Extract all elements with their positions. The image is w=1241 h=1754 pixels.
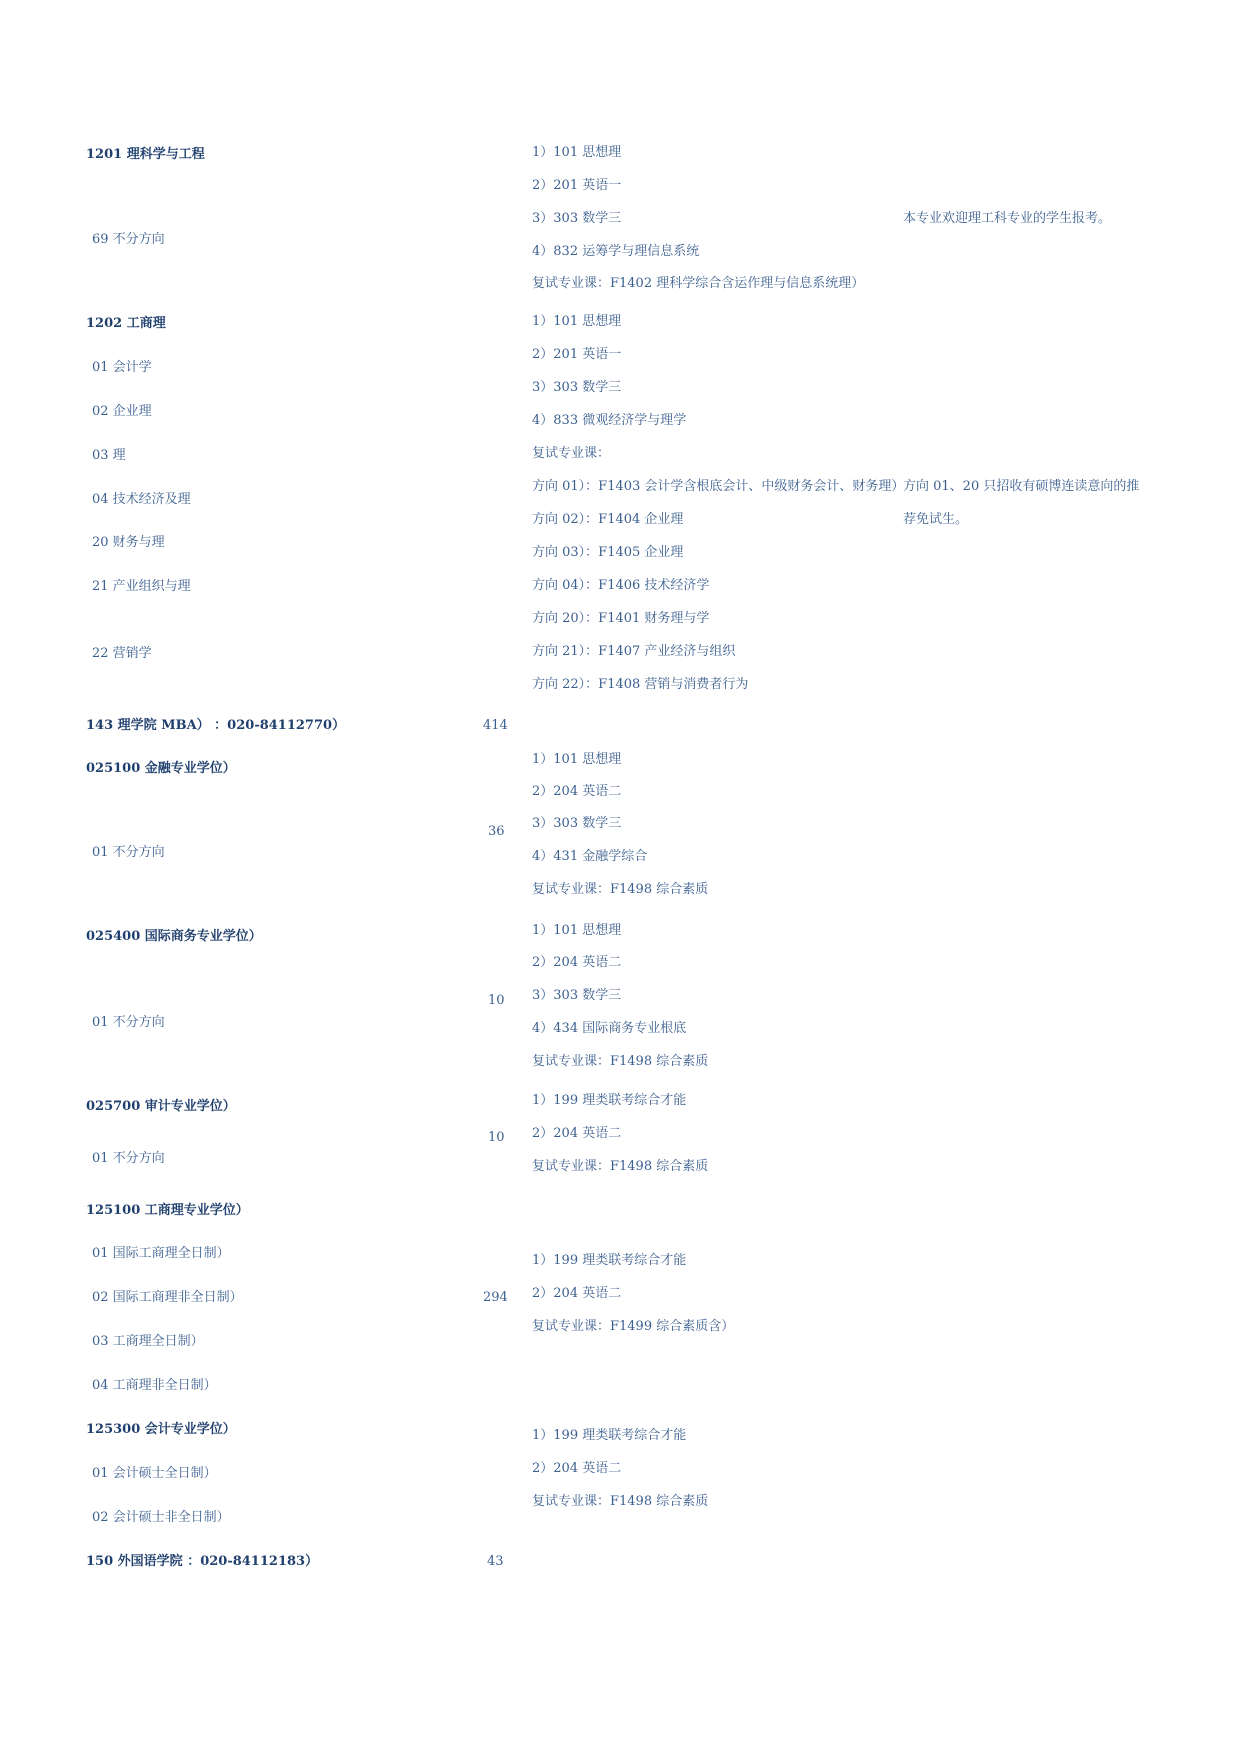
exam-subject: 2）201 英语一 xyxy=(532,347,622,362)
remark-note: 方向 01、20 只招收有硕博连读意向的推 xyxy=(903,479,1140,494)
section-heading: 025100 金融专业学位） xyxy=(86,761,236,776)
exam-subject: 4）434 国际商务专业根底 xyxy=(532,1021,687,1036)
exam-subject: 1）101 思想理 xyxy=(532,923,622,938)
exam-subject: 方向 22）：F1408 营销与消费者行为 xyxy=(532,677,749,692)
exam-subject: 3）303 数学三 xyxy=(532,380,622,395)
direction-item: 22 营销学 xyxy=(92,646,152,661)
enrollment-count: 43 xyxy=(487,1554,504,1569)
direction-item: 69 不分方向 xyxy=(92,232,165,247)
exam-subject: 2）204 英语二 xyxy=(532,1286,622,1301)
section-heading: 150 外国语学院 ：020-84112183） xyxy=(86,1554,319,1569)
direction-item: 01 不分方向 xyxy=(92,845,165,860)
exam-subject: 1）101 思想理 xyxy=(532,752,622,767)
exam-subject: 4）833 微观经济学与理学 xyxy=(532,413,687,428)
direction-item: 01 会计硕士全日制） xyxy=(92,1466,217,1481)
section-heading: 125300 会计专业学位） xyxy=(86,1422,236,1437)
direction-item: 01 不分方向 xyxy=(92,1015,165,1030)
exam-subject: 复试专业课：F1498 综合素质 xyxy=(532,1159,709,1174)
exam-subject: 1）199 理类联考综合才能 xyxy=(532,1093,687,1108)
direction-item: 03 理 xyxy=(92,448,126,463)
exam-subject: 方向 03）：F1405 企业理 xyxy=(532,545,684,560)
direction-item: 01 会计学 xyxy=(92,360,152,375)
exam-subject: 复试专业课：F1498 综合素质 xyxy=(532,882,709,897)
exam-subject: 2）201 英语一 xyxy=(532,178,622,193)
remark-note: 荐免试生。 xyxy=(903,512,969,527)
direction-item: 02 国际工商理非全日制） xyxy=(92,1290,243,1305)
exam-subject: 3）303 数学三 xyxy=(532,211,622,226)
section-heading: 025700 审计专业学位） xyxy=(86,1099,236,1114)
remark-note: 本专业欢迎理工科专业的学生报考。 xyxy=(903,211,1112,226)
enrollment-count: 10 xyxy=(488,993,505,1008)
enrollment-count: 294 xyxy=(483,1290,508,1305)
direction-item: 01 国际工商理全日制） xyxy=(92,1246,230,1261)
enrollment-count: 10 xyxy=(488,1130,505,1145)
exam-subject: 2）204 英语二 xyxy=(532,1461,622,1476)
exam-subject: 方向 20）：F1401 财务理与学 xyxy=(532,611,710,626)
exam-subject: 3）303 数学三 xyxy=(532,816,622,831)
direction-item: 04 工商理非全日制） xyxy=(92,1378,217,1393)
exam-subject: 3）303 数学三 xyxy=(532,988,622,1003)
exam-subject: 1）199 理类联考综合才能 xyxy=(532,1428,687,1443)
exam-subject: 4）832 运筹学与理信息系统 xyxy=(532,244,700,259)
exam-subject: 2）204 英语二 xyxy=(532,1126,622,1141)
section-heading: 125100 工商理专业学位） xyxy=(86,1203,249,1218)
enrollment-count: 414 xyxy=(483,718,508,733)
direction-item: 04 技术经济及理 xyxy=(92,492,191,507)
exam-subject: 1）101 思想理 xyxy=(532,145,622,160)
exam-subject: 方向 04）：F1406 技术经济学 xyxy=(532,578,710,593)
direction-item: 02 会计硕士非全日制） xyxy=(92,1510,230,1525)
exam-subject: 1）199 理类联考综合才能 xyxy=(532,1253,687,1268)
exam-subject: 2）204 英语二 xyxy=(532,955,622,970)
exam-subject: 方向 01）：F1403 会计学含根底会计、中级财务会计、财务理） xyxy=(532,479,905,494)
section-heading: 025400 国际商务专业学位） xyxy=(86,929,262,944)
exam-subject: 复试专业课：F1499 综合素质含） xyxy=(532,1319,735,1334)
section-heading: 1202 工商理 xyxy=(86,316,166,331)
exam-subject: 方向 21）：F1407 产业经济与组织 xyxy=(532,644,736,659)
enrollment-count: 36 xyxy=(488,824,505,839)
section-heading: 143 理学院 MBA） ：020-84112770） xyxy=(86,718,346,733)
direction-item: 20 财务与理 xyxy=(92,535,165,550)
exam-subject: 2）204 英语二 xyxy=(532,784,622,799)
exam-subject: 4）431 金融学综合 xyxy=(532,849,648,864)
exam-subject: 复试专业课： xyxy=(532,446,611,461)
section-heading: 1201 理科学与工程 xyxy=(86,147,205,162)
direction-item: 21 产业组织与理 xyxy=(92,579,191,594)
direction-item: 02 企业理 xyxy=(92,404,152,419)
exam-subject: 方向 02）：F1404 企业理 xyxy=(532,512,684,527)
exam-subject: 1）101 思想理 xyxy=(532,314,622,329)
exam-subject: 复试专业课：F1498 综合素质 xyxy=(532,1054,709,1069)
direction-item: 01 不分方向 xyxy=(92,1151,165,1166)
exam-subject: 复试专业课：F1498 综合素质 xyxy=(532,1494,709,1509)
direction-item: 03 工商理全日制） xyxy=(92,1334,204,1349)
exam-subject: 复试专业课：F1402 理科学综合含运作理与信息系统理） xyxy=(532,276,865,291)
